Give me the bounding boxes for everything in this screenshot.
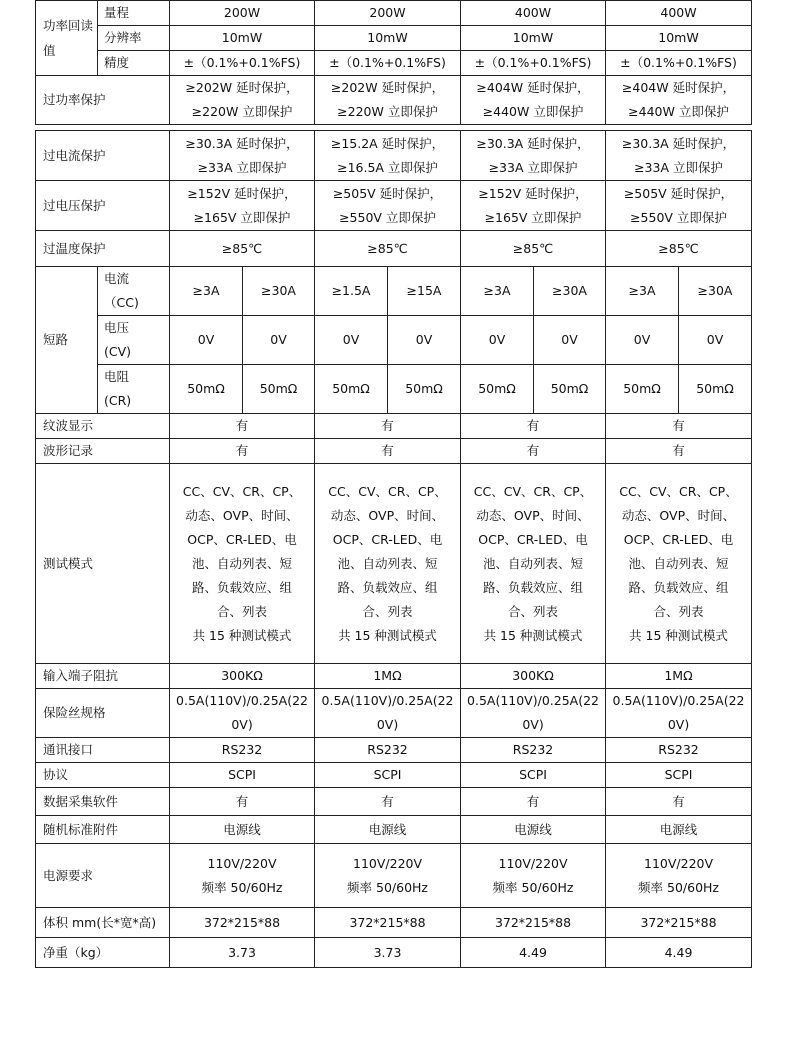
accessory-value: 电源线: [170, 816, 315, 844]
range-value: 400W: [606, 1, 752, 26]
short-cc-value: ≥3A: [170, 267, 243, 316]
short-cr-value: 50mΩ: [606, 365, 679, 414]
short-circuit-label: 短路: [36, 267, 98, 414]
power-readback-label: 功率回读值: [36, 1, 98, 76]
ripple-value: 有: [606, 414, 752, 439]
short-cr-label: 电阻 (CR): [98, 365, 170, 414]
over-power-value: ≥202W 延时保护， ≥220W 立即保护: [170, 76, 315, 125]
test-mode-label: 测试模式: [36, 464, 170, 664]
waveform-value: 有: [461, 439, 606, 464]
accessory-value: 电源线: [606, 816, 752, 844]
comm-value: RS232: [170, 738, 315, 763]
input-impedance-value: 300KΩ: [461, 664, 606, 689]
protocol-value: SCPI: [461, 763, 606, 788]
comm-value: RS232: [606, 738, 752, 763]
ripple-label: 纹波显示: [36, 414, 170, 439]
range-value: 200W: [170, 1, 315, 26]
short-cv-value: 0V: [170, 316, 243, 365]
input-impedance-label: 输入端子阻抗: [36, 664, 170, 689]
accuracy-label: 精度: [98, 51, 170, 76]
fuse-value: 0.5A(110V)/0.25A(22 0V): [315, 689, 461, 738]
short-cc-value: ≥15A: [388, 267, 461, 316]
resolution-label: 分辨率: [98, 26, 170, 51]
resolution-value: 10mW: [170, 26, 315, 51]
daq-software-value: 有: [606, 788, 752, 816]
short-cc-value: ≥3A: [606, 267, 679, 316]
short-cv-value: 0V: [534, 316, 606, 365]
over-voltage-label: 过电压保护: [36, 181, 170, 231]
weight-value: 3.73: [170, 938, 315, 968]
fuse-value: 0.5A(110V)/0.25A(22 0V): [461, 689, 606, 738]
short-cv-value: 0V: [679, 316, 752, 365]
range-label: 量程: [98, 1, 170, 26]
power-requirement-value: 110V/220V 频率 50/60Hz: [315, 844, 461, 908]
protocol-label: 协议: [36, 763, 170, 788]
waveform-value: 有: [606, 439, 752, 464]
fuse-label: 保险丝规格: [36, 689, 170, 738]
input-impedance-value: 300KΩ: [170, 664, 315, 689]
size-value: 372*215*88: [170, 908, 315, 938]
daq-software-value: 有: [170, 788, 315, 816]
accessory-value: 电源线: [315, 816, 461, 844]
protocol-value: SCPI: [606, 763, 752, 788]
size-value: 372*215*88: [606, 908, 752, 938]
over-temp-value: ≥85℃: [461, 231, 606, 267]
short-cv-value: 0V: [243, 316, 315, 365]
over-temp-value: ≥85℃: [170, 231, 315, 267]
short-cr-value: 50mΩ: [534, 365, 606, 414]
ripple-value: 有: [170, 414, 315, 439]
short-cv-value: 0V: [606, 316, 679, 365]
protocol-value: SCPI: [170, 763, 315, 788]
ripple-value: 有: [315, 414, 461, 439]
short-cv-value: 0V: [461, 316, 534, 365]
weight-value: 4.49: [606, 938, 752, 968]
short-cc-value: ≥30A: [243, 267, 315, 316]
test-mode-value: CC、CV、CR、CP、 动态、OVP、时间、 OCP、CR-LED、电 池、自动列表、短 路、负载效应、组 合、列表 共 15 种测试模式: [606, 464, 752, 664]
short-cc-value: ≥3A: [461, 267, 534, 316]
resolution-value: 10mW: [606, 26, 752, 51]
over-current-value: ≥30.3A 延时保护， ≥33A 立即保护: [461, 131, 606, 181]
comm-label: 通讯接口: [36, 738, 170, 763]
over-voltage-value: ≥152V 延时保护， ≥165V 立即保护: [461, 181, 606, 231]
over-power-value: ≥404W 延时保护， ≥440W 立即保护: [461, 76, 606, 125]
comm-value: RS232: [461, 738, 606, 763]
over-power-value: ≥202W 延时保护， ≥220W 立即保护: [315, 76, 461, 125]
over-power-label: 过功率保护: [36, 76, 170, 125]
test-mode-value: CC、CV、CR、CP、 动态、OVP、时间、 OCP、CR-LED、电 池、自动列表、短 路、负载效应、组 合、列表 共 15 种测试模式: [461, 464, 606, 664]
input-impedance-value: 1MΩ: [315, 664, 461, 689]
waveform-label: 波形记录: [36, 439, 170, 464]
short-cr-value: 50mΩ: [243, 365, 315, 414]
over-voltage-value: ≥505V 延时保护， ≥550V 立即保护: [315, 181, 461, 231]
over-temp-value: ≥85℃: [315, 231, 461, 267]
daq-software-label: 数据采集软件: [36, 788, 170, 816]
daq-software-value: 有: [315, 788, 461, 816]
over-temp-label: 过温度保护: [36, 231, 170, 267]
size-value: 372*215*88: [461, 908, 606, 938]
accuracy-value: ±（0.1%+0.1%FS): [170, 51, 315, 76]
short-cr-value: 50mΩ: [461, 365, 534, 414]
test-mode-value: CC、CV、CR、CP、 动态、OVP、时间、 OCP、CR-LED、电 池、自动列表、短 路、负载效应、组 合、列表 共 15 种测试模式: [170, 464, 315, 664]
short-cv-label: 电压 (CV): [98, 316, 170, 365]
over-power-value: ≥404W 延时保护， ≥440W 立即保护: [606, 76, 752, 125]
short-cr-value: 50mΩ: [388, 365, 461, 414]
comm-value: RS232: [315, 738, 461, 763]
over-current-label: 过电流保护: [36, 131, 170, 181]
short-cc-value: ≥30A: [534, 267, 606, 316]
short-cc-value: ≥1.5A: [315, 267, 388, 316]
over-current-value: ≥30.3A 延时保护， ≥33A 立即保护: [170, 131, 315, 181]
waveform-value: 有: [170, 439, 315, 464]
short-cv-value: 0V: [388, 316, 461, 365]
accessory-value: 电源线: [461, 816, 606, 844]
short-cr-value: 50mΩ: [315, 365, 388, 414]
power-requirement-value: 110V/220V 频率 50/60Hz: [170, 844, 315, 908]
short-cc-label: 电流 （CC): [98, 267, 170, 316]
resolution-value: 10mW: [461, 26, 606, 51]
over-voltage-value: ≥152V 延时保护， ≥165V 立即保护: [170, 181, 315, 231]
fuse-value: 0.5A(110V)/0.25A(22 0V): [170, 689, 315, 738]
over-current-value: ≥15.2A 延时保护， ≥16.5A 立即保护: [315, 131, 461, 181]
accuracy-value: ±（0.1%+0.1%FS): [606, 51, 752, 76]
spec-table: [35, 130, 752, 968]
range-value: 200W: [315, 1, 461, 26]
power-requirement-value: 110V/220V 频率 50/60Hz: [461, 844, 606, 908]
daq-software-value: 有: [461, 788, 606, 816]
waveform-value: 有: [315, 439, 461, 464]
protocol-value: SCPI: [315, 763, 461, 788]
short-cr-value: 50mΩ: [679, 365, 752, 414]
input-impedance-value: 1MΩ: [606, 664, 752, 689]
power-requirement-label: 电源要求: [36, 844, 170, 908]
size-value: 372*215*88: [315, 908, 461, 938]
power-readback-table: [35, 0, 752, 125]
accessory-label: 随机标准附件: [36, 816, 170, 844]
over-temp-value: ≥85℃: [606, 231, 752, 267]
short-cc-value: ≥30A: [679, 267, 752, 316]
power-requirement-value: 110V/220V 频率 50/60Hz: [606, 844, 752, 908]
accuracy-value: ±（0.1%+0.1%FS): [315, 51, 461, 76]
ripple-value: 有: [461, 414, 606, 439]
weight-label: 净重（kg）: [36, 938, 170, 968]
short-cr-value: 50mΩ: [170, 365, 243, 414]
resolution-value: 10mW: [315, 26, 461, 51]
over-voltage-value: ≥505V 延时保护， ≥550V 立即保护: [606, 181, 752, 231]
range-value: 400W: [461, 1, 606, 26]
short-cv-value: 0V: [315, 316, 388, 365]
size-label: 体积 mm(长*宽*高): [36, 908, 170, 938]
weight-value: 4.49: [461, 938, 606, 968]
fuse-value: 0.5A(110V)/0.25A(22 0V): [606, 689, 752, 738]
weight-value: 3.73: [315, 938, 461, 968]
accuracy-value: ±（0.1%+0.1%FS): [461, 51, 606, 76]
test-mode-value: CC、CV、CR、CP、 动态、OVP、时间、 OCP、CR-LED、电 池、自动列表、短 路、负载效应、组 合、列表 共 15 种测试模式: [315, 464, 461, 664]
over-current-value: ≥30.3A 延时保护， ≥33A 立即保护: [606, 131, 752, 181]
